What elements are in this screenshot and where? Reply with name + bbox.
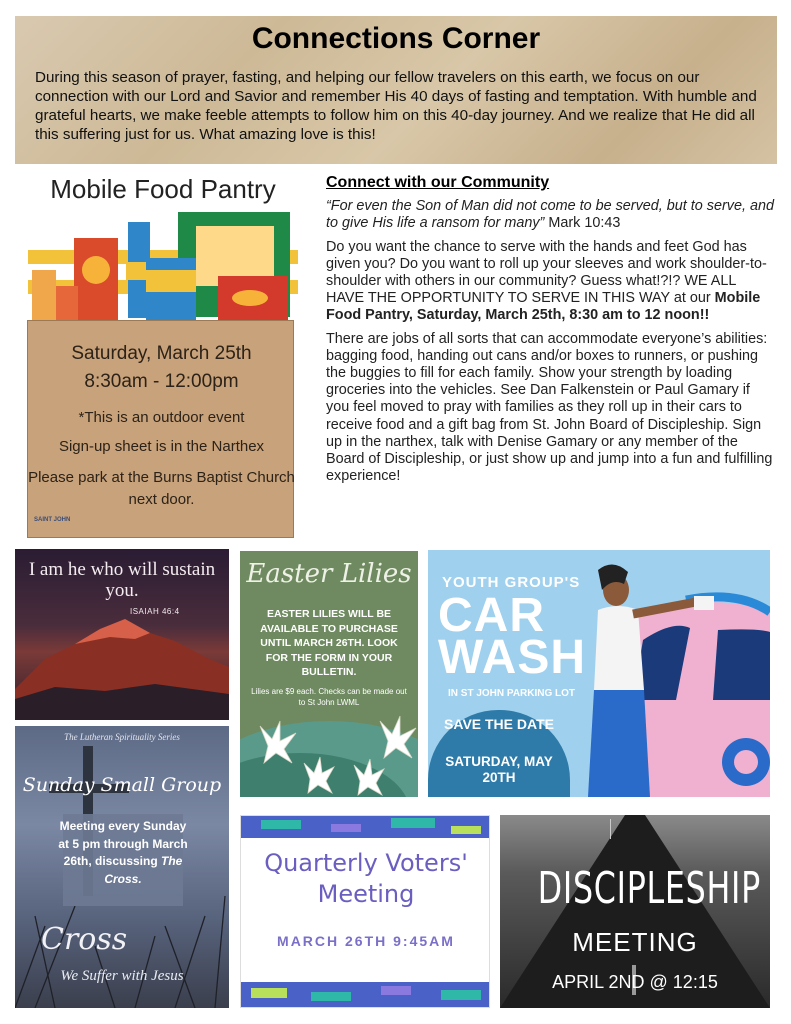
pantry-title: Mobile Food Pantry xyxy=(50,174,276,204)
discipleship-subtitle: MEETING xyxy=(572,927,698,957)
connect-paragraph-1 xyxy=(326,239,776,325)
pantry-note-outdoor: *This is an outdoor event xyxy=(78,409,245,426)
voters-meeting-title: Quarterly Voters' Meeting xyxy=(264,849,468,908)
car-wash-tile xyxy=(428,550,770,797)
mobile-food-pantry-poster xyxy=(23,170,303,542)
meeting-info-text xyxy=(53,818,193,888)
paragraph-1-highlight: Mobile Food Pantry, Saturday, March 25th, 8:30 am to 12 noon!! xyxy=(326,290,761,324)
small-group-title: Sunday Small Group xyxy=(22,774,222,796)
pantry-note-parking: Please park at the Burns Baptist Church next door. xyxy=(28,469,295,508)
lutheran-series-label: The Lutheran Spirituality Series xyxy=(64,732,180,742)
car-wash-organizer: YOUTH GROUP'S xyxy=(442,574,581,591)
meeting-info-main: Meeting every Sunday at 5 pm through March 26th, discussing xyxy=(58,819,188,868)
intro-paragraph: During this season of prayer, fasting, and helping our fellow travelers on this earth, we focus on our connection with our Lord and Savior and remember His 40 days of fasting and temptation. With humble and grateful hearts, we make feeble attempts to follow him on this 40-day journey. And we realize that He did all this suffering just for us. What amazing love is this! xyxy=(35,69,757,143)
paragraph-1-text: Do you want the chance to serve with the hands and feet God has given you? Do you want to roll up your sleeves and work shoulder-to-shoulder with others in our community? Guess what!?!? WE ALL HAVE THE OPPORTUNITY TO SERVE IN THIS WAY at our xyxy=(326,238,767,307)
lilies-title: Easter Lilies xyxy=(246,559,412,589)
connections-corner-header xyxy=(15,16,777,164)
easter-lilies-tile xyxy=(240,551,418,797)
lilies-price-note: Lilies are $9 each. Checks can be made out to St John LWML xyxy=(251,687,407,707)
discipleship-datetime: APRIL 2ND @ 12:15 xyxy=(552,972,718,992)
connect-heading: Connect with our Community xyxy=(326,174,550,191)
isaiah-verse-tile xyxy=(15,549,229,720)
meeting-info-topic: The Cross. xyxy=(104,854,183,886)
discipleship-title: DISCIPLESHIP xyxy=(537,863,761,914)
car-wash-date: SATURDAY, MAY 20TH xyxy=(445,754,553,785)
quote-text: “For even the Son of Man did not come to be served, but to serve, and to give His life a ransom for many” xyxy=(326,198,774,232)
lilies-announcement: EASTER LILIES WILL BE AVAILABLE TO PURCHASE UNTIL MARCH 26TH. LOOK FOR THE FORM IN YOUR BULLETIN. xyxy=(260,608,398,678)
car-wash-title-car: CAR xyxy=(438,589,545,642)
paper-bag xyxy=(27,320,294,538)
save-the-date-label: SAVE THE DATE xyxy=(444,716,554,732)
car-wash-title-wash: WASH xyxy=(438,631,586,684)
isaiah-verse-text: I am he who will sustain you. xyxy=(28,559,216,601)
connect-paragraph-2: There are jobs of all sorts that can accommodate everyone’s abilities: bagging food, handing out cans and/or boxes to runners, or pushing the buggies to fill for each family. Show your strength by loading groceries into the vehicles. See Dan Falkenstein or Paul Gamary if you feel moved to pray with families as they roll up in their cars to receive food and a gift bag from St. John Board of Discipleship. Sign up in the narthex, talk with Denise Gamary or any member of the Board of Discipleship, or just show up and jump into a fun and fulfilling experience! xyxy=(326,330,773,485)
small-group-tagline: We Suffer with Jesus xyxy=(60,968,184,984)
quarterly-voters-meeting-tile xyxy=(240,815,490,1008)
pantry-note-signup: Sign-up sheet is in the Narthex xyxy=(58,438,265,455)
discipleship-meeting-tile xyxy=(500,815,770,1008)
car-wash-location: IN ST JOHN PARKING LOT xyxy=(448,688,576,699)
pantry-date: Saturday, March 25th xyxy=(71,343,252,364)
page-title: Connections Corner xyxy=(251,22,541,55)
scripture-quote xyxy=(326,198,776,232)
sunday-small-group-tile xyxy=(15,726,229,1008)
quote-reference: Mark 10:43 xyxy=(544,215,621,232)
voters-meeting-datetime: MARCH 26TH 9:45AM xyxy=(277,933,455,949)
connect-article xyxy=(326,174,776,485)
cross-script-word: Cross xyxy=(41,922,128,957)
isaiah-verse-reference: ISAIAH 46:4 xyxy=(130,607,180,616)
brushstroke-border xyxy=(241,816,490,1008)
pantry-time: 8:30am - 12:00pm xyxy=(84,371,239,392)
groceries-illustration xyxy=(28,210,298,322)
saint-john-logo: SAINT JOHN xyxy=(34,517,71,523)
